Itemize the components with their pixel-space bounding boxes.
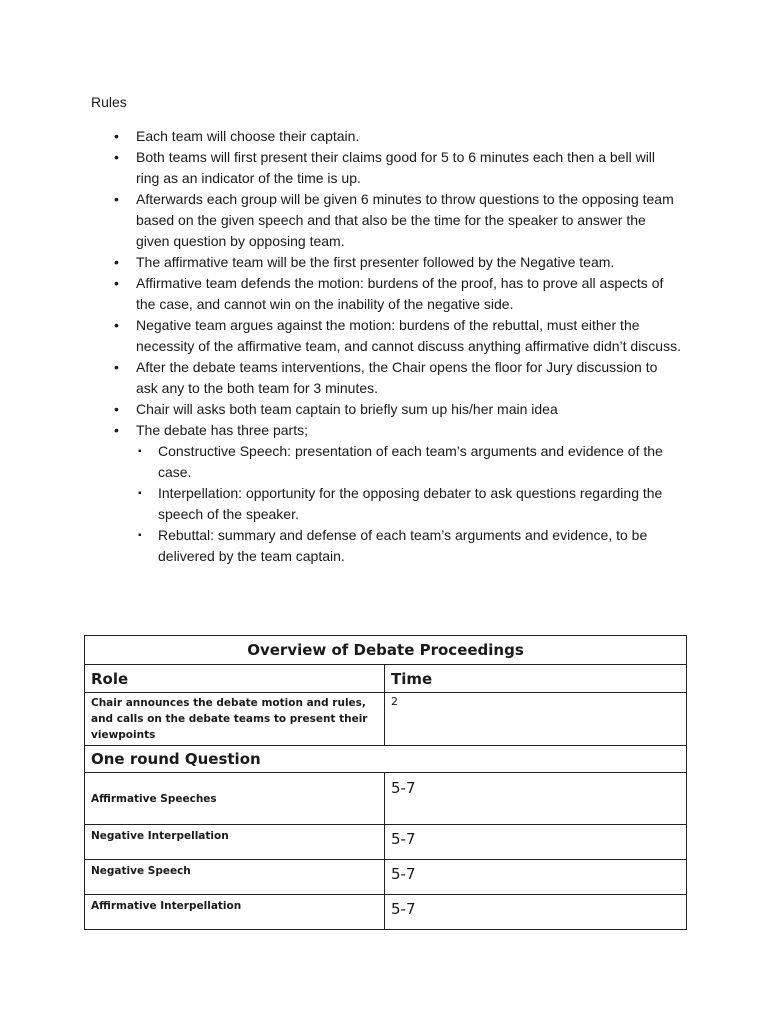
rule-item: • Afterwards each group will be given 6 minutes to throw questions to the opposing team based on the given speech and that also be the time for the speaker to answer the given question by opposing team.	[136, 189, 681, 252]
chair-time-cell: 2	[385, 693, 687, 746]
rule-item-parts	[136, 420, 681, 567]
table-row-role: Affirmative Speeches	[85, 773, 385, 825]
rules-heading: Rules	[91, 94, 127, 110]
parts-intro: The debate has three parts;	[136, 422, 308, 438]
table-row-time: 5-7	[385, 860, 687, 895]
table-title: Overview of Debate Proceedings	[85, 636, 687, 665]
table-row-role: Negative Speech	[85, 860, 385, 895]
rule-item: • Each team will choose their captain.	[136, 126, 681, 147]
rules-list	[136, 126, 681, 567]
table-row-time: 5-7	[385, 773, 687, 825]
rule-item: • Affirmative team defends the motion: burdens of the proof, has to prove all aspects of the case, and cannot win on the inability of the negative side.	[136, 273, 681, 315]
rule-item: • The affirmative team will be the first presenter followed by the Negative team.	[136, 252, 681, 273]
proceedings-table	[84, 635, 687, 930]
part-item: ▪ Rebuttal: summary and defense of each team’s arguments and evidence, to be delivered by the team captain.	[158, 525, 681, 567]
rule-item: • Negative team argues against the motion: burdens of the rebuttal, must either the necessity of the affirmative team, and cannot discuss anything affirmative didn’t discuss.	[136, 315, 681, 357]
table-row-role: Affirmative Interpellation	[85, 895, 385, 930]
part-item: ▪ Constructive Speech: presentation of each team’s arguments and evidence of the case.	[158, 441, 681, 483]
round-label: One round Question	[85, 746, 687, 773]
table-row-time: 5-7	[385, 825, 687, 860]
time-header: Time	[385, 665, 687, 693]
rule-item: • After the debate teams interventions, the Chair opens the floor for Jury discussion to ask any to the both team for 3 minutes.	[136, 357, 681, 399]
parts-list	[136, 441, 681, 567]
part-item: ▪ Interpellation: opportunity for the opposing debater to ask questions regarding the speech of the speaker.	[158, 483, 681, 525]
chair-role-cell: Chair announces the debate motion and rules, and calls on the debate teams to present their viewpoints	[85, 693, 385, 746]
rule-item: • Both teams will first present their claims good for 5 to 6 minutes each then a bell will ring as an indicator of the time is up.	[136, 147, 681, 189]
role-header: Role	[85, 665, 385, 693]
table-row-time: 5-7	[385, 895, 687, 930]
rule-item: • Chair will asks both team captain to briefly sum up his/her main idea	[136, 399, 681, 420]
table-row-role: Negative Interpellation	[85, 825, 385, 860]
